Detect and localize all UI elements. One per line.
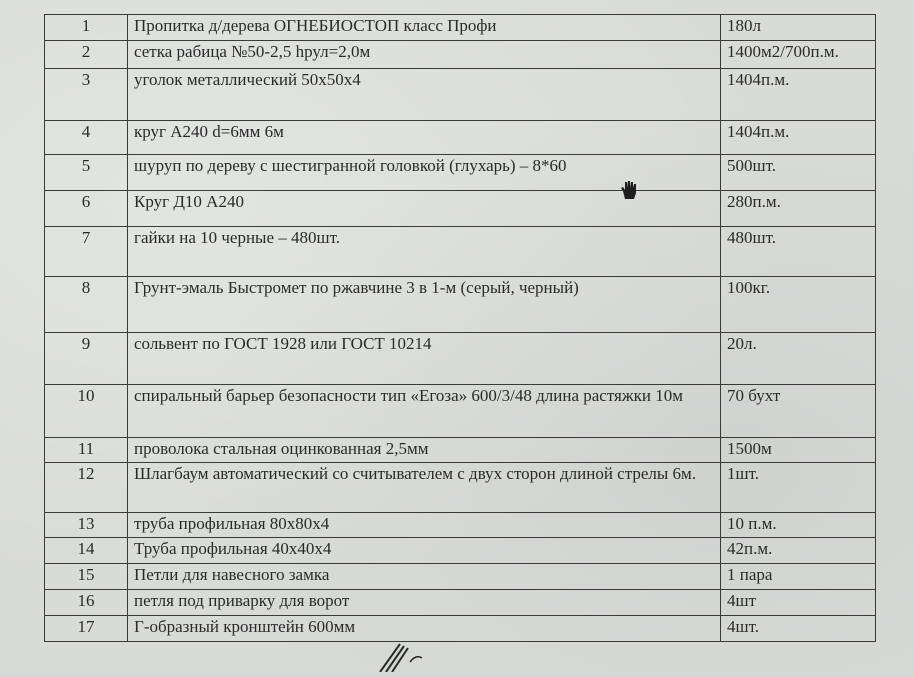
row-number: 12 [45, 463, 128, 513]
item-name: гайки на 10 черные – 480шт. [128, 227, 721, 277]
item-name: Шлагбаум автоматический со считывателем с двух сторон длиной стрелы 6м. [128, 463, 721, 513]
item-quantity: 20л. [721, 333, 876, 385]
row-number: 11 [45, 438, 128, 463]
table-row [45, 155, 876, 191]
item-name: Круг Д10 А240 [128, 191, 721, 227]
row-number: 3 [45, 69, 128, 121]
item-name: петля под приварку для ворот [128, 590, 721, 616]
row-number: 1 [45, 15, 128, 41]
item-quantity: 4шт [721, 590, 876, 616]
materials-table [44, 14, 876, 642]
signature-mark [360, 640, 450, 677]
table-row [45, 513, 876, 538]
item-name: сольвент по ГОСТ 1928 или ГОСТ 10214 [128, 333, 721, 385]
table-row [45, 590, 876, 616]
table-row [45, 564, 876, 590]
item-quantity: 70 бухт [721, 385, 876, 438]
row-number: 5 [45, 155, 128, 191]
item-name: Грунт-эмаль Быстромет по ржавчине 3 в 1-м (серый, черный) [128, 277, 721, 333]
table-row [45, 463, 876, 513]
item-quantity: 1500м [721, 438, 876, 463]
item-quantity: 42п.м. [721, 538, 876, 564]
item-quantity: 1 пара [721, 564, 876, 590]
table-row [45, 277, 876, 333]
item-quantity: 180л [721, 15, 876, 41]
item-name: круг А240 d=6мм 6м [128, 121, 721, 155]
table-row [45, 121, 876, 155]
row-number: 10 [45, 385, 128, 438]
row-number: 2 [45, 41, 128, 69]
item-quantity: 500шт. [721, 155, 876, 191]
item-name: Пропитка д/дерева ОГНЕБИОСТОП класс Профи [128, 15, 721, 41]
item-name: Г-образный кронштейн 600мм [128, 616, 721, 642]
item-quantity: 1шт. [721, 463, 876, 513]
row-number: 9 [45, 333, 128, 385]
table-row [45, 616, 876, 642]
row-number: 14 [45, 538, 128, 564]
table-row [45, 227, 876, 277]
table-row [45, 69, 876, 121]
row-number: 8 [45, 277, 128, 333]
item-quantity: 10 п.м. [721, 513, 876, 538]
row-number: 13 [45, 513, 128, 538]
item-name: труба профильная 80х80х4 [128, 513, 721, 538]
row-number: 16 [45, 590, 128, 616]
item-quantity: 1400м2/700п.м. [721, 41, 876, 69]
item-quantity: 1404п.м. [721, 121, 876, 155]
item-name: спиральный барьер безопасности тип «Егоза» 600/3/48 длина растяжки 10м [128, 385, 721, 438]
row-number: 7 [45, 227, 128, 277]
table-row [45, 41, 876, 69]
item-quantity: 100кг. [721, 277, 876, 333]
table-row [45, 15, 876, 41]
table-row [45, 438, 876, 463]
item-quantity: 480шт. [721, 227, 876, 277]
item-name: проволока стальная оцинкованная 2,5мм [128, 438, 721, 463]
row-number: 17 [45, 616, 128, 642]
table-row [45, 333, 876, 385]
table-row [45, 385, 876, 438]
row-number: 4 [45, 121, 128, 155]
item-name: сетка рабица №50-2,5 hрул=2,0м [128, 41, 721, 69]
item-quantity: 4шт. [721, 616, 876, 642]
item-name: уголок металлический 50х50х4 [128, 69, 721, 121]
table-row [45, 538, 876, 564]
item-name: шуруп по дереву с шестигранной головкой (глухарь) – 8*60 [128, 155, 721, 191]
row-number: 6 [45, 191, 128, 227]
item-quantity: 1404п.м. [721, 69, 876, 121]
row-number: 15 [45, 564, 128, 590]
table-row [45, 191, 876, 227]
item-name: Петли для навесного замка [128, 564, 721, 590]
item-quantity: 280п.м. [721, 191, 876, 227]
hand-pointer-icon [618, 179, 640, 207]
item-name: Труба профильная 40х40х4 [128, 538, 721, 564]
